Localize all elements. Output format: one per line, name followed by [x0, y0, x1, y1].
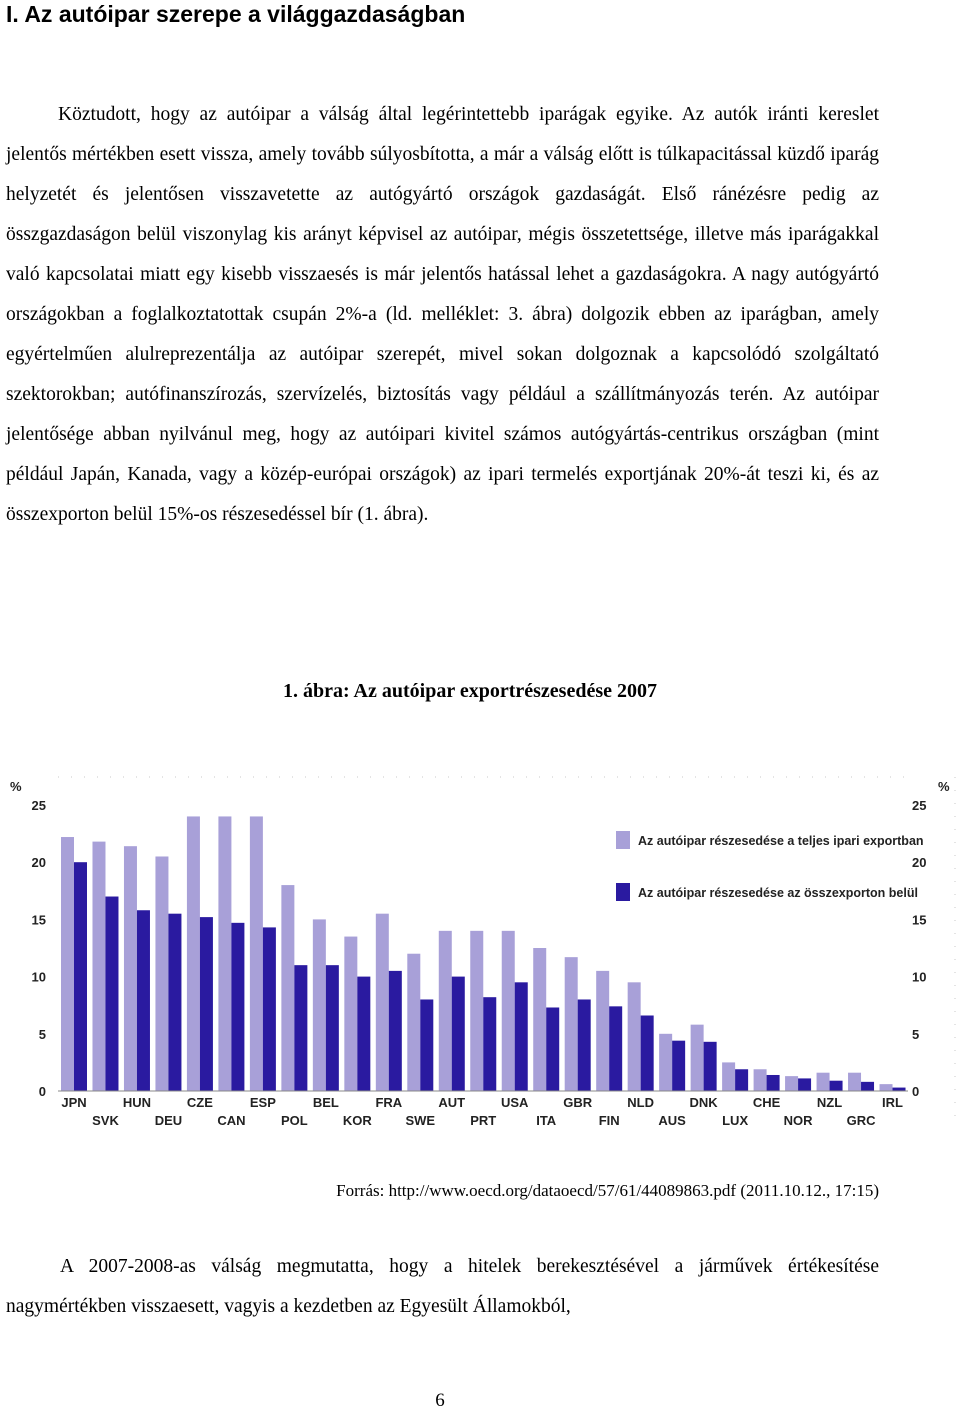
bar-hun-series-1	[124, 846, 137, 1091]
x-tick-label-swe: SWE	[405, 1113, 436, 1128]
bar-dnk-series-1	[691, 1025, 704, 1091]
bar-fra-series-1	[376, 914, 389, 1091]
bar-bel-series-1	[313, 919, 326, 1091]
intro-paragraph: Köztudott, hogy az autóipar a válság által legérintettebb iparágak egyike. Az autók iránti kereslet jelentős mértékben esett vissza, amely tovább súlyosbította, a már a válság előtt is túlkapacitással küzdő iparág helyzetét és jelentősen visszavetette az autógyártó országok gazdaságát. Első ránézésre pedig az összgazdaságon belül viszonylag kis arányt képvisel az autóipar, mégis összetettsége, illetve más iparágakkal való kapcsolatai miatt egy kisebb visszaesés is már jelentős hatással lehet a gazdaságokra. A nagy autógyártó országokban a foglalkoztatottak csupán 2%-a (ld. melléklet: 3. ábra) dolgozik ebben az iparágban, amely egyértelműen alulreprezentálja az autóipar szerepét, mivel sokan dolgoznak a kapcsolódó szolgáltató szektorokban; autófinanszírozás, szervízelés, biztosítás vagy például a szállítmányozás terén. Az autóipar jelentősége abban nyilvánul meg, hogy az autóipari kivitel számos autógyártás-centrikus országban (mint például Japán, Kanada, vagy a közép-európai országok) az ipari termelés exportjának 20%-át teszi ki, és az összexporton belül 15%-os részesedéssel bír (1. ábra).	[6, 104, 879, 525]
bar-can-series-2	[231, 923, 244, 1091]
legend-swatch-series-1	[616, 831, 630, 849]
bar-swe-series-1	[407, 954, 420, 1091]
y-tick-label-left: 25	[31, 798, 46, 813]
bar-kor-series-2	[357, 977, 370, 1091]
bar-prt-series-2	[483, 997, 496, 1091]
bar-dnk-series-2	[704, 1042, 717, 1091]
x-tick-label-kor: KOR	[342, 1113, 372, 1128]
bar-pol-series-1	[281, 885, 294, 1091]
x-tick-label-grc: GRC	[846, 1113, 876, 1128]
bar-prt-series-1	[470, 931, 483, 1091]
bar-deu-series-1	[155, 856, 168, 1091]
y-unit-left: %	[10, 779, 22, 794]
legend-swatch-series-2	[616, 883, 630, 901]
bar-can-series-1	[218, 816, 231, 1091]
figure-caption: 1. ábra: Az autóipar exportrészesedése 2007	[282, 680, 657, 702]
bar-ita-series-1	[533, 948, 546, 1091]
bar-esp-series-1	[250, 816, 263, 1091]
legend-label-series-1: Az autóipar részesedése a teljes ipari exportban	[638, 834, 924, 848]
crisis-paragraph: A 2007-2008-as válság megmutatta, hogy a hitelek berekesztésével a járművek értékesítése nagymértékben visszaesett, vagyis a kezdetben az Egyesült Államokból,	[6, 1256, 879, 1317]
y-tick-label-left: 15	[31, 912, 46, 928]
y-tick-label-left: 5	[38, 1026, 46, 1042]
bar-swe-series-2	[420, 999, 433, 1091]
x-tick-label-bel: BEL	[312, 1095, 339, 1110]
bar-bel-series-2	[326, 965, 339, 1091]
x-tick-label-cze: CZE	[186, 1095, 213, 1110]
y-tick-label-left: 0	[38, 1084, 46, 1099]
y-tick-label-right: 5	[912, 1026, 920, 1042]
bar-grc-series-1	[848, 1073, 861, 1091]
bar-lux-series-2	[735, 1069, 748, 1091]
bar-svk-series-1	[92, 842, 105, 1091]
bar-aut-series-1	[439, 931, 452, 1091]
bar-fra-series-2	[389, 971, 402, 1091]
x-tick-label-usa: USA	[501, 1095, 529, 1110]
bar-jpn-series-1	[61, 837, 74, 1091]
x-tick-label-fin: FIN	[598, 1113, 620, 1128]
bar-nor-series-1	[785, 1076, 798, 1091]
bar-grc-series-2	[861, 1082, 874, 1091]
bar-aus-series-2	[672, 1041, 685, 1091]
x-tick-label-prt: PRT	[470, 1113, 497, 1128]
bar-fin-series-1	[596, 971, 609, 1091]
x-tick-label-deu: DEU	[154, 1113, 183, 1128]
bar-cze-series-1	[187, 816, 200, 1091]
x-tick-label-gbr: GBR	[563, 1095, 593, 1110]
bar-svk-series-2	[105, 897, 118, 1091]
x-tick-label-lux: LUX	[722, 1113, 749, 1128]
x-tick-label-aus: AUS	[658, 1113, 686, 1128]
bar-nor-series-2	[798, 1078, 811, 1091]
y-tick-label-right: 25	[912, 798, 927, 813]
y-tick-label-left: 20	[31, 855, 46, 871]
bar-lux-series-1	[722, 1062, 735, 1091]
y-tick-label-right: 15	[912, 912, 927, 928]
bar-gbr-series-2	[578, 999, 591, 1091]
figure-source: Forrás: http://www.oecd.org/dataoecd/57/61/44089863.pdf (2011.10.12., 17:15)	[336, 1181, 879, 1200]
x-tick-label-che: CHE	[752, 1095, 781, 1110]
x-tick-label-jpn: JPN	[61, 1095, 87, 1110]
bar-gbr-series-1	[565, 957, 578, 1091]
export-share-bar-chart	[0, 765, 960, 1140]
bar-hun-series-2	[137, 910, 150, 1091]
y-tick-label-right: 10	[912, 969, 927, 985]
x-tick-label-ita: ITA	[536, 1113, 557, 1128]
x-tick-label-pol: POL	[281, 1113, 308, 1128]
page-number: 6	[435, 1390, 445, 1411]
bar-jpn-series-2	[74, 862, 87, 1091]
bar-fin-series-2	[609, 1006, 622, 1091]
x-tick-label-aut: AUT	[438, 1095, 466, 1110]
section-heading: I. Az autóipar szerepe a világgazdaságban	[6, 1, 466, 27]
x-tick-label-fra: FRA	[375, 1095, 403, 1110]
y-tick-label-right: 20	[912, 855, 927, 871]
bar-pol-series-2	[294, 965, 307, 1091]
x-tick-label-dnk: DNK	[689, 1095, 718, 1110]
bar-cze-series-2	[200, 917, 213, 1091]
x-tick-label-svk: SVK	[92, 1113, 119, 1128]
bar-nzl-series-1	[817, 1073, 830, 1091]
legend-label-series-2: Az autóipar részesedése az összexporton belül	[638, 886, 918, 900]
x-tick-label-can: CAN	[217, 1113, 246, 1128]
bar-irl-series-1	[880, 1084, 893, 1091]
bar-che-series-1	[754, 1069, 767, 1091]
bar-irl-series-2	[893, 1088, 906, 1091]
bar-deu-series-2	[168, 914, 181, 1091]
x-tick-label-nor: NOR	[783, 1113, 813, 1128]
y-tick-label-left: 10	[31, 969, 46, 985]
bar-che-series-2	[767, 1075, 780, 1091]
bar-usa-series-2	[515, 982, 528, 1091]
bar-usa-series-1	[502, 931, 515, 1091]
x-tick-label-hun: HUN	[122, 1095, 152, 1110]
bar-nzl-series-2	[830, 1081, 843, 1091]
x-tick-label-irl: IRL	[882, 1095, 903, 1110]
bar-nld-series-1	[628, 982, 641, 1091]
bar-aut-series-2	[452, 977, 465, 1091]
y-unit-right: %	[938, 779, 950, 794]
bar-kor-series-1	[344, 937, 357, 1091]
bar-nld-series-2	[641, 1015, 654, 1091]
x-tick-label-nld: NLD	[627, 1095, 655, 1110]
bar-ita-series-2	[546, 1007, 559, 1091]
x-tick-label-esp: ESP	[249, 1095, 276, 1110]
x-tick-label-nzl: NZL	[816, 1095, 843, 1110]
bar-esp-series-2	[263, 927, 276, 1091]
y-tick-label-right: 0	[912, 1084, 920, 1099]
bar-aus-series-1	[659, 1034, 672, 1091]
